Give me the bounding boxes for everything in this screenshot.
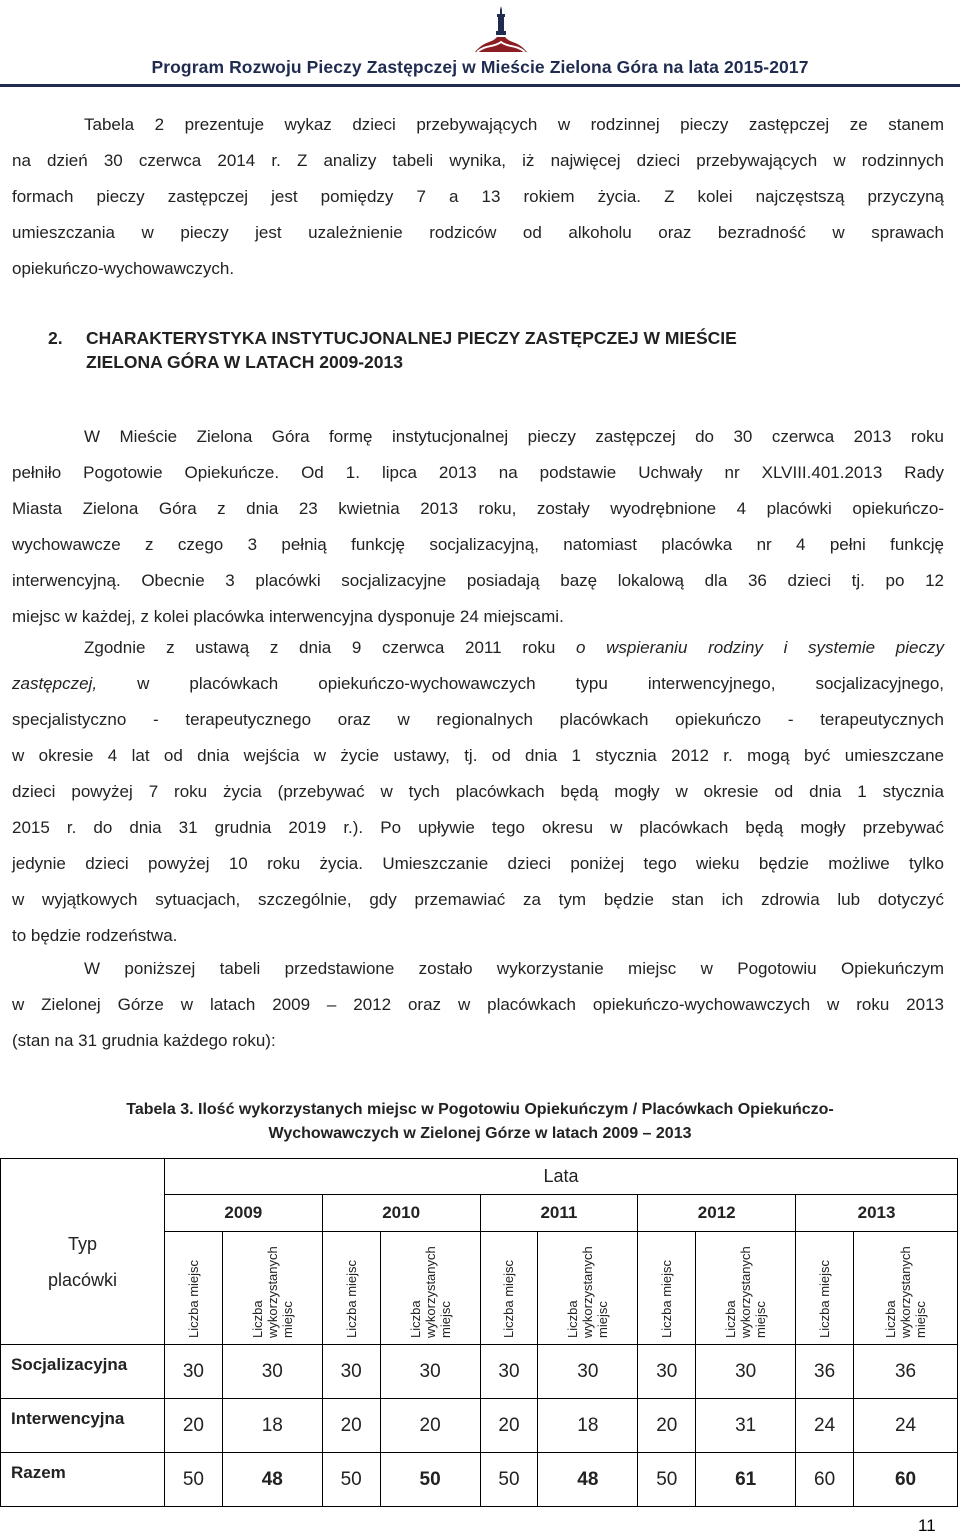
table-cell: 18: [538, 1399, 638, 1453]
section-number: 2.: [48, 328, 63, 348]
row-label: Socjalizacyjna: [1, 1345, 165, 1399]
intro-paragraph: [12, 107, 944, 287]
table-caption: [0, 1098, 960, 1146]
section-title-line: ZIELONA GÓRA W LATACH 2009-2013: [86, 352, 403, 372]
table-cell: 20: [638, 1399, 696, 1453]
subheader-cell: [854, 1232, 958, 1345]
subheader-used-places: Liczba wykorzystanych miejsc: [723, 1245, 769, 1338]
subheader-used-places: Liczba wykorzystanych miejsc: [249, 1245, 295, 1338]
column-header-years-group: Lata: [164, 1159, 957, 1195]
subheader-places: Liczba miejsc: [343, 1259, 359, 1338]
subheader-cell: [638, 1232, 696, 1345]
table-cell: 20: [380, 1399, 480, 1453]
table-cell: 48: [222, 1453, 322, 1507]
subheader-cell: [222, 1232, 322, 1345]
text-fragment: Zgodnie z ustawą z dnia 9 czerwca 2011 roku: [84, 638, 577, 657]
text-line: Tabela 2 prezentuje wykaz dzieci przebywających w rodzinnej pieczy zastępczej ze stanem: [84, 115, 944, 134]
paragraph-ustawa: [12, 630, 944, 954]
section-heading: [48, 326, 737, 374]
table-cell: 50: [638, 1453, 696, 1507]
act-title-italic: zastępczej,: [12, 674, 98, 693]
subheader-cell: [538, 1232, 638, 1345]
table-cell: 18: [222, 1399, 322, 1453]
text-line: [12, 666, 944, 702]
text-line: 2015 r. do dnia 31 grudnia 2019 r.). Po upływie tego okresu w placówkach będą mogły przebywać: [12, 818, 944, 837]
row-label: Razem: [1, 1453, 165, 1507]
paragraph-table-intro: [12, 951, 944, 1059]
text-line: to będzie rodzeństwa.: [12, 926, 178, 945]
subheader-places: Liczba miejsc: [659, 1259, 675, 1338]
page-header-title: Program Rozwoju Pieczy Zastępczej w Mieście Zielona Góra na lata 2015-2017: [151, 57, 809, 77]
text-line: w wyjątkowych sytuacjach, szczególnie, gdy przemawiać za tym będzie stan ich zdrowia lub dotyczyć: [12, 890, 944, 909]
subheader-cell: [796, 1232, 854, 1345]
year-header: 2013: [796, 1195, 958, 1232]
placowki-label: placówki: [47, 1269, 117, 1290]
table-cell: 20: [322, 1399, 380, 1453]
text-line: W poniższej tabeli przedstawione zostało wykorzystanie miejsc w Pogotowiu Opiekuńczym: [84, 959, 944, 978]
text-line: (stan na 31 grudnia każdego roku):: [12, 1031, 276, 1050]
text-line: jedynie dzieci powyżej 10 roku życia. Umieszczanie dzieci poniżej tego wieku będzie możliwe tylko: [12, 854, 944, 873]
table-cell: 30: [380, 1345, 480, 1399]
table-cell: 30: [480, 1345, 538, 1399]
table-cell: 30: [638, 1345, 696, 1399]
table-cell: 30: [696, 1345, 796, 1399]
table-cell: 50: [322, 1453, 380, 1507]
table-cell: 30: [222, 1345, 322, 1399]
table-caption-line: Wychowawczych w Zielonej Górze w latach 2009 – 2013: [268, 1125, 692, 1142]
text-line: miejsc w każdej, z kolei placówka interwencyjna dysponuje 24 miejscami.: [12, 607, 564, 626]
text-line: pełniło Pogotowie Opiekuńcze. Od 1. lipca 2013 na podstawie Uchwały nr XLVIII.401.2013 Rady: [12, 463, 944, 482]
subheader-cell: [480, 1232, 538, 1345]
text-line: specjalistyczno - terapeutycznego oraz w regionalnych placówkach opiekuńczo - terapeutycznych: [12, 710, 944, 729]
year-header: 2009: [164, 1195, 322, 1232]
section-title-line: CHARAKTERYSTYKA INSTYTUCJONALNEJ PIECZY ZASTĘPCZEJ W MIEŚCIE: [86, 328, 737, 348]
table-cell: 50: [164, 1453, 222, 1507]
row-label: Interwencyjna: [1, 1399, 165, 1453]
text-line: interwencyjną. Obecnie 3 placówki socjalizacyjne posiadają bazę lokalową dla 36 dzieci tj. po 12: [12, 571, 944, 590]
page-number: 11: [918, 1516, 936, 1535]
column-header-type: [1, 1159, 165, 1345]
subheader-used-places: Liczba wykorzystanych miejsc: [883, 1245, 929, 1338]
text-fragment: w placówkach opiekuńczo-wychowawczych typu interwencyjnego, socjalizacyjnego,: [97, 674, 944, 693]
text-line: [12, 630, 944, 666]
year-header: 2011: [480, 1195, 638, 1232]
act-title-italic: o wspieraniu rodziny i systemie pieczy: [576, 638, 944, 657]
text-line: Miasta Zielona Góra z dnia 23 kwietnia 2013 roku, zostały wyodrębnione 4 placówki opiekuńczo-: [12, 499, 944, 518]
subheader-cell: [380, 1232, 480, 1345]
year-header: 2012: [638, 1195, 796, 1232]
table-cell: 30: [538, 1345, 638, 1399]
text-line: w okresie 4 lat od dnia wejścia w życie ustawy, tj. od dnia 1 stycznia 2012 r. mogą być umieszczane: [12, 746, 944, 765]
table-cell: 36: [854, 1345, 958, 1399]
table-cell: 36: [796, 1345, 854, 1399]
subheader-used-places: Liczba wykorzystanych miejsc: [565, 1245, 611, 1338]
text-line: na dzień 30 czerwca 2014 r. Z analizy tabeli wynika, iż najwięcej dzieci przebywających w rodzinnych: [12, 151, 944, 170]
text-line: dzieci powyżej 7 roku życia (przebywać w tych placówkach będą mogły w okresie od dnia 1 stycznia: [12, 782, 944, 801]
subheader-cell: [164, 1232, 222, 1345]
table-cell: 48: [538, 1453, 638, 1507]
subheader-cell: [696, 1232, 796, 1345]
typ-label: Typ: [67, 1233, 97, 1254]
city-emblem-icon: [471, 4, 531, 56]
subheader-places: Liczba miejsc: [817, 1259, 833, 1338]
table-cell: 24: [854, 1399, 958, 1453]
text-line: formach pieczy zastępczej jest pomiędzy 7 a 13 rokiem życia. Z kolei najczęstszą przyczyną: [12, 187, 944, 206]
subheader-places: Liczba miejsc: [185, 1259, 201, 1338]
paragraph-pogotowie: [12, 419, 944, 635]
text-line: w Zielonej Górze w latach 2009 – 2012 oraz w placówkach opiekuńczo-wychowawczych w roku 2013: [12, 995, 944, 1014]
table-cell: 60: [796, 1453, 854, 1507]
table-cell: 30: [164, 1345, 222, 1399]
table-cell: 30: [322, 1345, 380, 1399]
text-line: W Mieście Zielona Góra formę instytucjonalnej pieczy zastępczej do 30 czerwca 2013 roku: [84, 427, 944, 446]
subheader-cell: [322, 1232, 380, 1345]
text-line: umieszczania w pieczy jest uzależnienie rodziców od alkoholu oraz bezradność w sprawach: [12, 223, 944, 242]
table-cell: 61: [696, 1453, 796, 1507]
table-cell: 20: [164, 1399, 222, 1453]
data-table: [0, 1158, 958, 1507]
text-line: opiekuńczo-wychowawczych.: [12, 259, 235, 278]
table-cell: 31: [696, 1399, 796, 1453]
text-line: wychowawcze z czego 3 pełnią funkcję socjalizacyjną, natomiast placówka nr 4 pełni funkcję: [12, 535, 944, 554]
table-cell: 60: [854, 1453, 958, 1507]
table-cell: 50: [480, 1453, 538, 1507]
table-cell: 20: [480, 1399, 538, 1453]
header-divider: [0, 84, 960, 87]
table-cell: 50: [380, 1453, 480, 1507]
subheader-used-places: Liczba wykorzystanych miejsc: [407, 1245, 453, 1338]
table-caption-line: Tabela 3. Ilość wykorzystanych miejsc w Pogotowiu Opiekuńczym / Placówkach Opiekuńczo-: [126, 1101, 834, 1118]
year-header: 2010: [322, 1195, 480, 1232]
table-cell: 24: [796, 1399, 854, 1453]
subheader-places: Liczba miejsc: [501, 1259, 517, 1338]
